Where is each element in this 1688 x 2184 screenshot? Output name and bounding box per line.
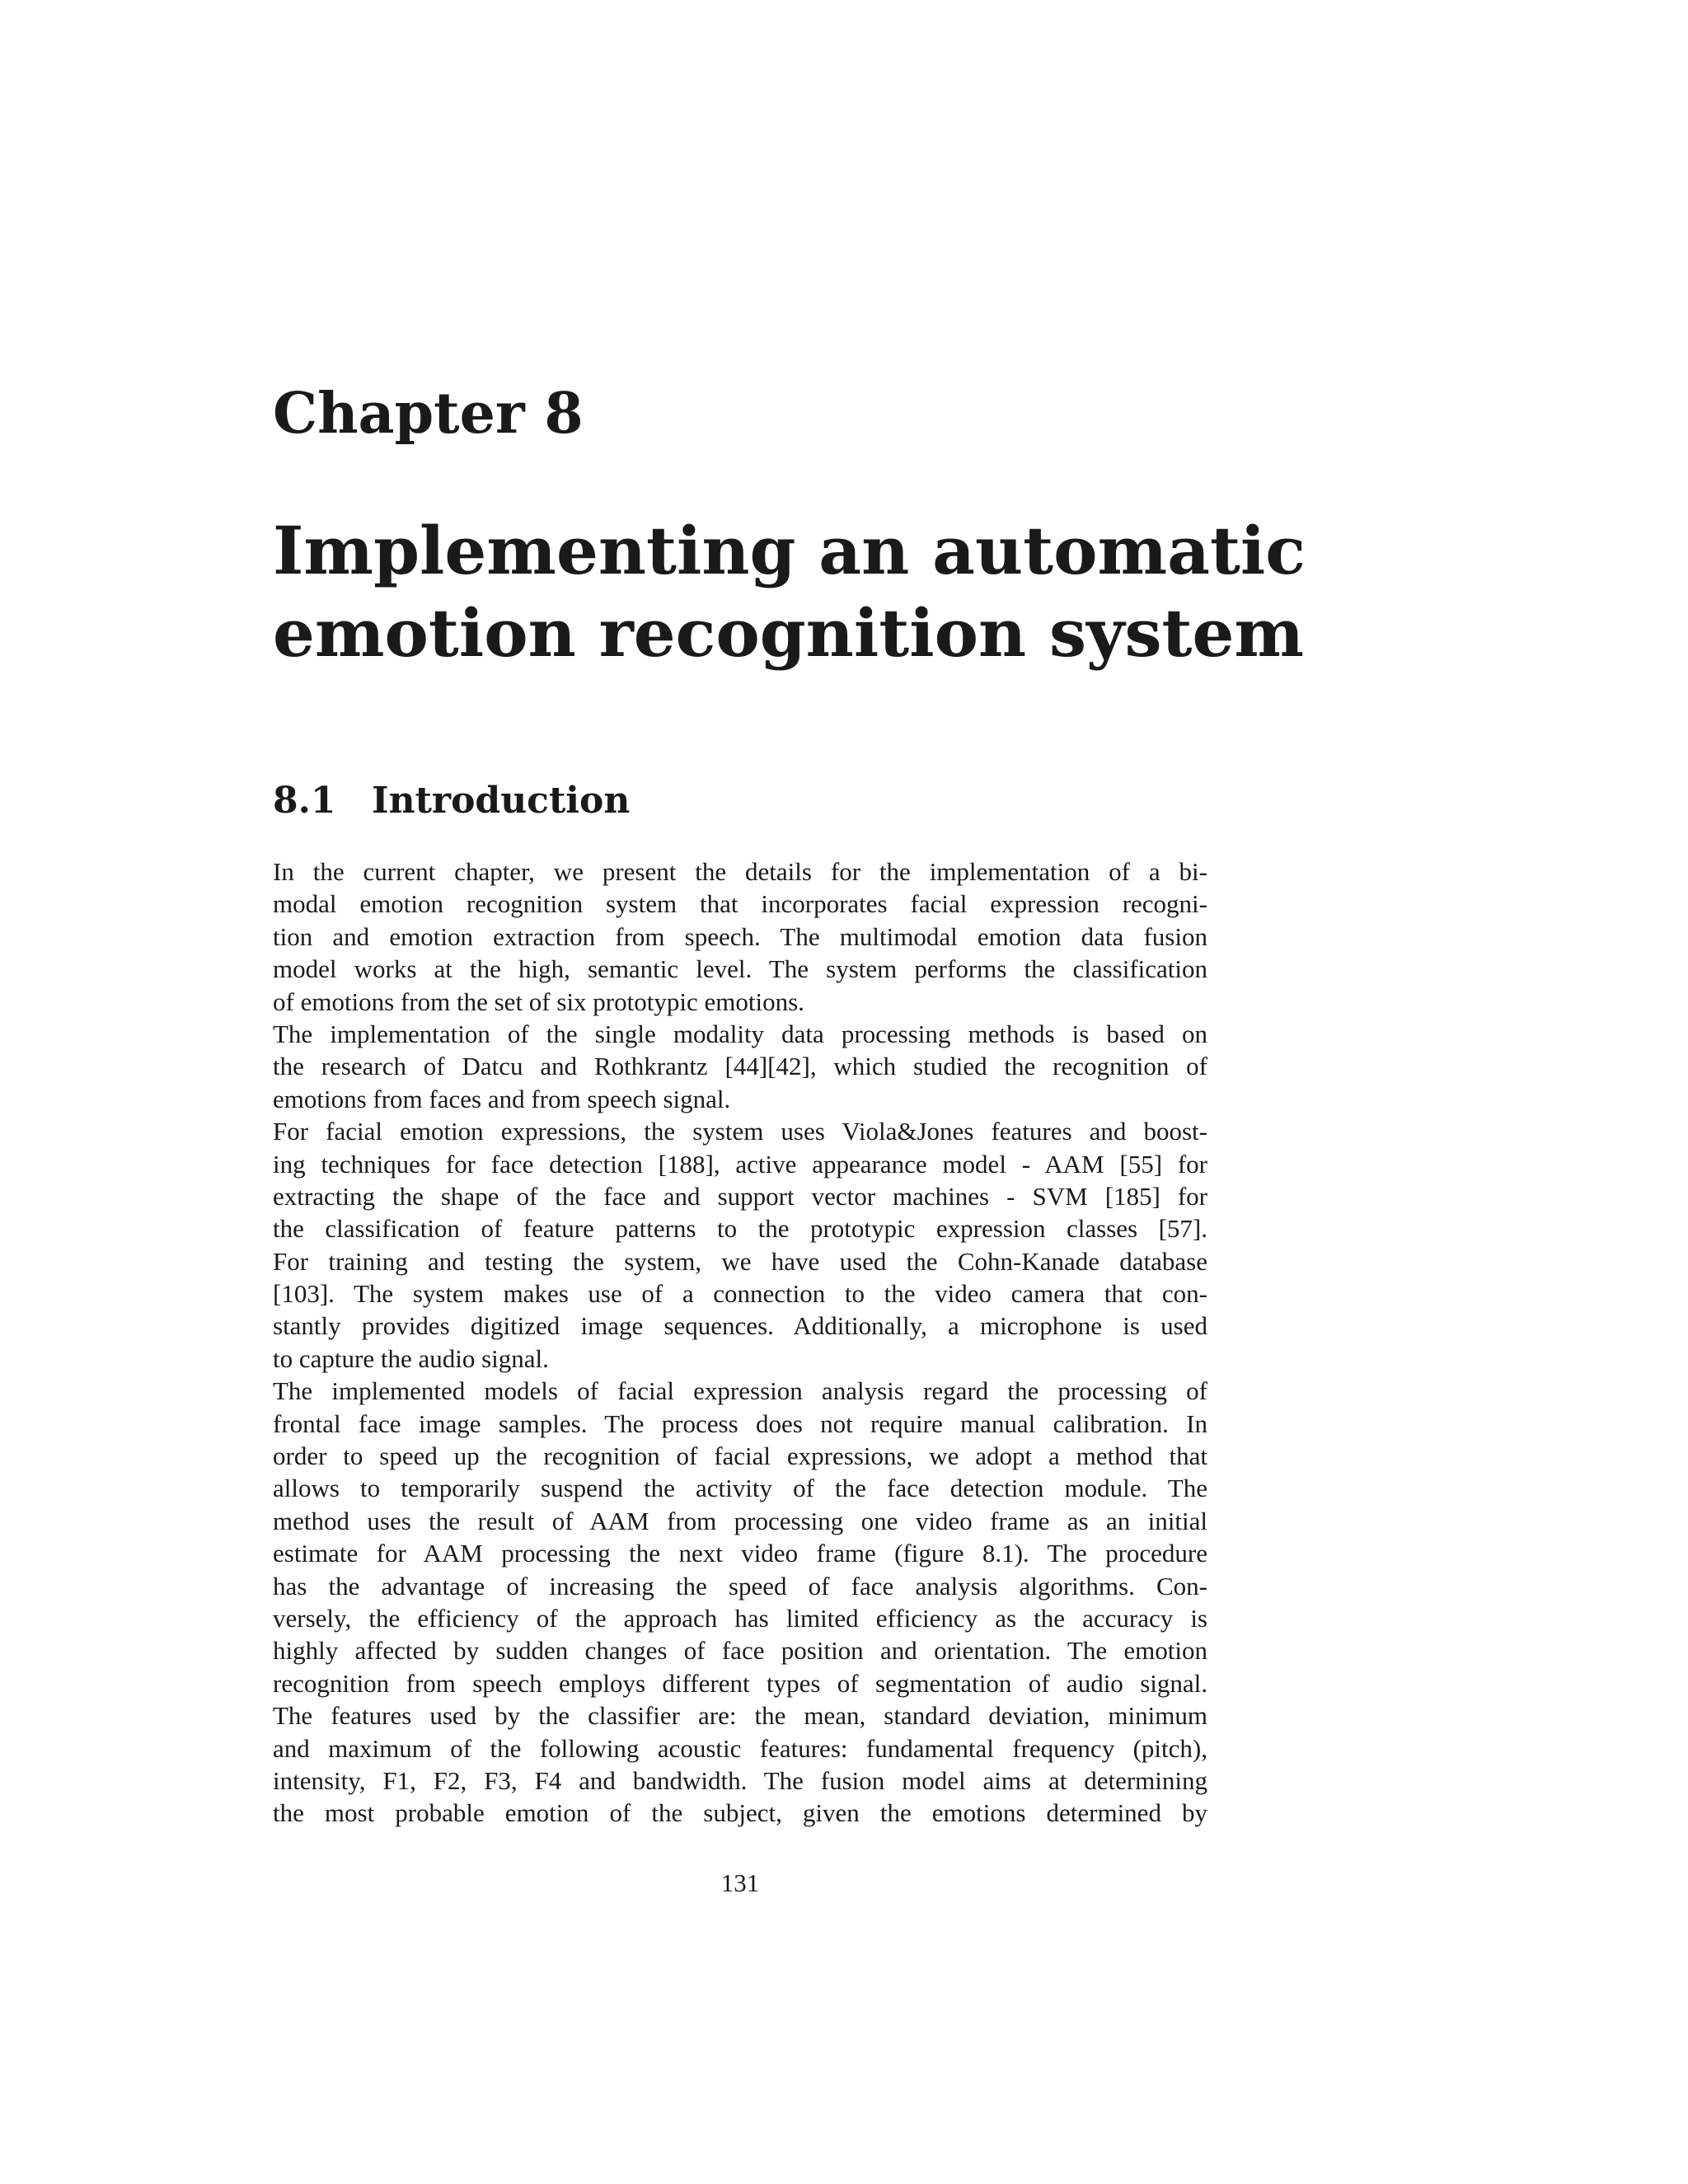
body-text-line: frontal face image samples. The process does not require manual calibration. In [273, 1408, 1207, 1438]
chapter-title-line: Implementing an automatic [273, 512, 1306, 589]
body-text-line: estimate for AAM processing the next video frame (figure 8.1). The procedure [273, 1539, 1207, 1568]
body-text-line: In the current chapter, we present the details for the implementation of a bi- [273, 857, 1207, 886]
body-text-line: The implementation of the single modality data processing methods is based on [273, 1019, 1207, 1048]
body-text-line: The features used by the classifier are: the mean, standard deviation, minimum [273, 1701, 1207, 1731]
body-text-line: For facial emotion expressions, the system uses Viola&Jones features and boost- [273, 1117, 1207, 1146]
body-text-line: versely, the efficiency of the approach has limited efficiency as the accuracy is [273, 1603, 1207, 1633]
body-text-line: the classification of feature patterns to the prototypic expression classes [57]. [273, 1214, 1207, 1244]
body-text-line: ing techniques for face detection [188], active appearance model - AAM [55] for [273, 1149, 1207, 1179]
body-text-line: highly affected by sudden changes of face position and orientation. The emotion [273, 1636, 1207, 1666]
body-text-line: tion and emotion extraction from speech. The multimodal emotion data fusion [273, 921, 1207, 951]
body-text-line: stantly provides digitized image sequences. Additionally, a microphone is used [273, 1311, 1207, 1341]
body-text-line: allows to temporarily suspend the activity of the face detection module. The [273, 1474, 1207, 1503]
chapter-title-line: emotion recognition system [273, 594, 1305, 672]
page-number: 131 [720, 1868, 760, 1897]
body-text-line: the most probable emotion of the subject, given the emotions determined by [273, 1798, 1207, 1828]
body-text-line: extracting the shape of the face and support vector machines - SVM [185] for [273, 1181, 1207, 1211]
body-text-line: recognition from speech employs different types of segmentation of audio signal. [273, 1668, 1207, 1698]
section-title: Introduction [372, 780, 631, 822]
body-text-line: modal emotion recognition system that incorporates facial expression recogni- [273, 889, 1207, 919]
body-text-line: to capture the audio signal. [273, 1343, 549, 1373]
body-text-line: has the advantage of increasing the speed of face analysis algorithms. Con- [273, 1571, 1207, 1601]
chapter-label: Chapter 8 [273, 381, 584, 447]
body-text-line: The implemented models of facial expression analysis regard the processing of [273, 1376, 1207, 1406]
body-text-line: of emotions from the set of six prototypic emotions. [273, 987, 804, 1016]
body-text-line: For training and testing the system, we have used the Cohn-Kanade database [273, 1246, 1207, 1276]
chapter-title [273, 509, 1344, 674]
body-text-line: and maximum of the following acoustic features: fundamental frequency (pitch), [273, 1733, 1207, 1763]
body-text-line: intensity, F1, F2, F3, F4 and bandwidth. The fusion model aims at determining [273, 1765, 1207, 1795]
body-text-line: model works at the high, semantic level. The system performs the classification [273, 954, 1207, 984]
body-text-line: emotions from faces and from speech signal. [273, 1084, 731, 1113]
body-text-line: method uses the result of AAM from processing one video frame as an initial [273, 1506, 1207, 1535]
section-heading [273, 778, 630, 824]
body-text-line: order to speed up the recognition of facial expressions, we adopt a method that [273, 1441, 1207, 1471]
body-paragraphs [273, 855, 1207, 1830]
body-text-line: the research of Datcu and Rothkrantz [44][42], which studied the recognition of [273, 1052, 1207, 1081]
section-number: 8.1 [273, 780, 336, 822]
body-text-line: [103]. The system makes use of a connection to the video camera that con- [273, 1279, 1207, 1309]
